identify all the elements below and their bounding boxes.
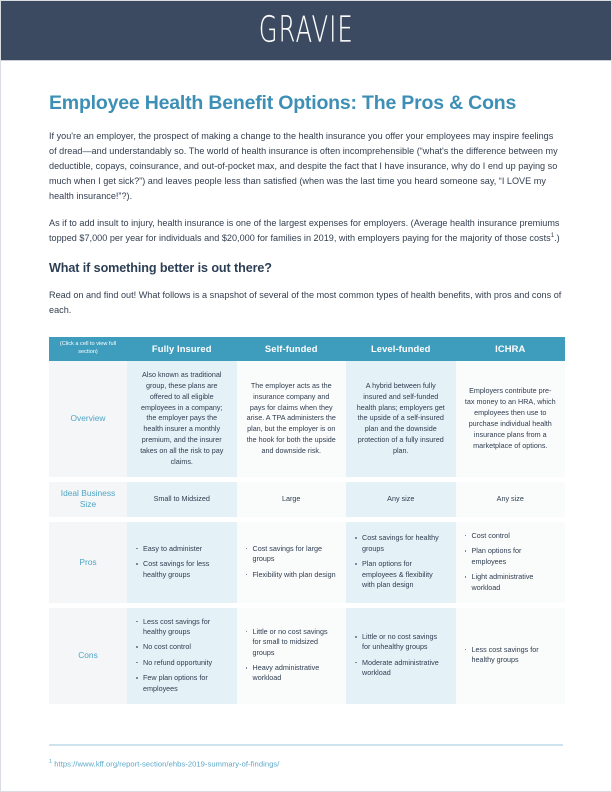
intro-paragraph: If you're an employer, the prospect of making a change to the health insurance you offer your employees may inspire feelings of dread—and understandably so. The world of health insurance is often incomprehensible (“what's the difference between my deductible, copays, coinsurance, and out-of-pocket max, and despite the fact that I have insurance, why do I end up paying so much when I get sick?”) and leaves people less than satisfied (when was the last time you heard someone say, “I LOVE my health insurance!”?). <box>49 131 558 201</box>
table-row <box>49 361 565 477</box>
column-header-level-funded[interactable]: Level-funded <box>346 337 456 361</box>
table-head <box>49 337 565 361</box>
column-header-ichra[interactable]: ICHRA <box>456 337 566 361</box>
footnote-marker-inline: 1 <box>550 233 555 240</box>
table-cell[interactable]: Any size <box>456 482 566 517</box>
list-item: Cost savings for healthy groups <box>355 533 447 554</box>
column-header-self-funded[interactable]: Self-funded <box>237 337 347 361</box>
footnote-link[interactable]: https://www.kff.org/report-section/ehbs-2019-summary-of-findings/ <box>54 760 280 769</box>
table-cell[interactable] <box>346 608 456 704</box>
list-item: Less cost savings for healthy groups <box>465 645 557 666</box>
list-item: Cost control <box>465 531 557 541</box>
comparison-table-wrapper <box>49 337 563 704</box>
list-item: Few plan options for employees <box>136 673 228 694</box>
table-cell[interactable]: Employers contribute pre-tax money to an HRA, which employees then use to purchase individual health insurance plans from a marketplace of options. <box>456 361 566 477</box>
bullet-list <box>136 544 228 580</box>
footnote-marker: 1 <box>49 759 53 766</box>
list-item: Less cost savings for healthy groups <box>136 617 228 638</box>
bullet-list <box>355 632 447 679</box>
list-item: Plan options for employees & flexibility with plan design <box>355 559 447 590</box>
gravie-logo: GRAVIE <box>258 9 354 51</box>
bullet-list <box>355 533 447 590</box>
list-item: Plan options for employees <box>465 546 557 567</box>
table-cell[interactable]: Any size <box>346 482 456 517</box>
table-cell[interactable] <box>237 608 347 704</box>
list-item: Little or no cost savings for small to midsized groups <box>246 627 338 658</box>
row-label-overview: Overview <box>49 361 127 477</box>
list-item: Heavy administrative workload <box>246 663 338 684</box>
lead-in-paragraph: Read on and find out! What follows is a snapshot of several of the most common types of health benefits, with pros and cons of each. <box>49 290 562 315</box>
table-cell[interactable] <box>237 522 347 603</box>
list-item: Little or no cost savings for unhealthy groups <box>355 632 447 653</box>
cost-paragraph-text-a: As if to add insult to injury, health insurance is one of the largest expenses for employers. (Average health insurance premiums topped $7,000 per year for individuals and $20,000 for families in 2019, with employers paying for the majority of those costs <box>49 218 560 244</box>
footnote <box>49 759 563 769</box>
document-content <box>1 92 611 704</box>
bullet-list <box>465 531 557 593</box>
bullet-list <box>246 544 338 580</box>
table-cell[interactable]: The employer acts as the insurance company and pays for claims when they arise. A TPA administers the plan, but the employer is on the hook for both the upside and downside risk. <box>237 361 347 477</box>
table-row <box>49 522 565 603</box>
table-body <box>49 361 565 704</box>
list-item: Cost savings for large groups <box>246 544 338 565</box>
benefit-comparison-table <box>49 337 565 704</box>
table-cell[interactable] <box>456 608 566 704</box>
table-cell[interactable]: Large <box>237 482 347 517</box>
cost-paragraph-text-b: .) <box>554 233 560 244</box>
row-label-cons: Cons <box>49 608 127 704</box>
table-cell[interactable]: Small to Midsized <box>127 482 237 517</box>
bullet-list <box>136 617 228 695</box>
list-item: Moderate administrative workload <box>355 658 447 679</box>
table-row <box>49 482 565 517</box>
footnote-divider <box>49 744 563 746</box>
table-cell[interactable]: A hybrid between fully insured and self-funded health plans; employers get the upside of a self-insured plan and the downside protection of a fully insured plan. <box>346 361 456 477</box>
footnote-area <box>49 744 563 769</box>
cost-paragraph <box>49 216 563 246</box>
table-cell[interactable] <box>346 522 456 603</box>
bullet-list <box>465 645 557 666</box>
list-item: Light administrative workload <box>465 572 557 593</box>
row-label-pros: Pros <box>49 522 127 603</box>
header-divider <box>1 60 611 61</box>
list-item: No refund opportunity <box>136 658 228 668</box>
table-cell[interactable] <box>127 608 237 704</box>
table-cell[interactable] <box>127 522 237 603</box>
list-item: No cost control <box>136 642 228 652</box>
bullet-list <box>246 627 338 684</box>
section-subheading: What if something better is out there? <box>49 261 272 276</box>
column-header-fully-insured[interactable]: Fully Insured <box>127 337 237 361</box>
table-hint-cell: (Click a cell to view full section) <box>49 337 127 361</box>
row-label-ideal-business-size: Ideal Business Size <box>49 482 127 517</box>
table-header-row <box>49 337 565 361</box>
list-item: Cost savings for less healthy groups <box>136 559 228 580</box>
site-header <box>1 1 611 60</box>
table-row <box>49 608 565 704</box>
table-cell[interactable]: Also known as traditional group, these plans are offered to all eligible employees in a company; the employer pays the health insurer a monthly premium, and the insurer takes on all the risk to pay claims. <box>127 361 237 477</box>
table-cell[interactable] <box>456 522 566 603</box>
page-title: Employee Health Benefit Options: The Pros & Cons <box>49 92 517 114</box>
list-item: Easy to administer <box>136 544 228 554</box>
list-item: Flexibility with plan design <box>246 570 338 580</box>
